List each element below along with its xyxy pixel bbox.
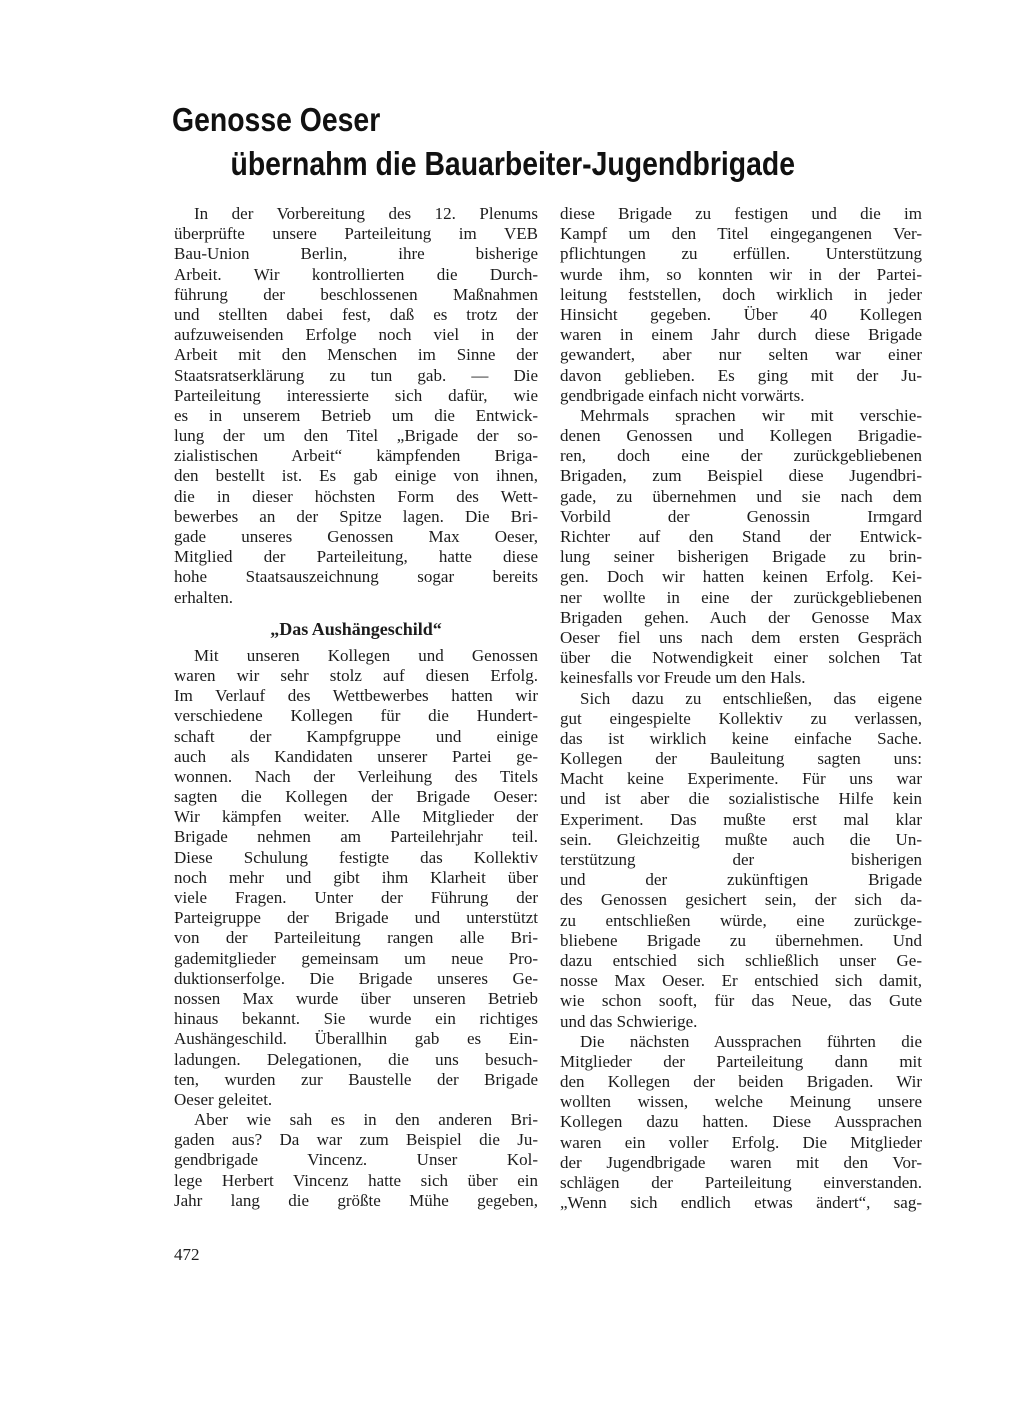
text-line: waren in einem Jahr durch diese Brigade — [560, 325, 922, 345]
text-line: Jahr lang die größte Mühe gegeben, — [174, 1190, 538, 1210]
text-line: keinesfalls vor Freude um den Hals. — [560, 668, 806, 688]
text-line: denen Genossen und Kollegen Brigadie- — [560, 426, 922, 446]
text-line: In der Vorbereitung des 12. Plenums — [194, 204, 538, 223]
text-line: Kampf um den Titel eingegangenen Ver- — [560, 224, 922, 244]
title-line-2: übernahm die Bauarbeiter-Jugendbrigade — [230, 145, 796, 182]
text-line: schaft der Kampfgruppe und einige — [174, 726, 538, 746]
text-line: gewandert, aber nur selten war einer — [560, 345, 922, 365]
text-line: viele Fragen. Unter der Führung der — [174, 888, 538, 907]
text-line: Arbeit. Wir kontrollierten die Durch- — [174, 264, 538, 284]
text-line: und der zukünftigen Brigade — [560, 870, 922, 890]
text-line: Die nächsten Aussprachen führten die — [580, 1031, 922, 1051]
text-line: den bestellt ist. Es gab einige von ihnen, — [174, 466, 538, 486]
text-line: Im Verlauf des Wettbewerbes hatten wir — [174, 686, 538, 706]
text-line: es in unserem Betrieb um die Entwick- — [174, 405, 538, 425]
text-line: gade unseres Genossen Max Oeser, — [174, 527, 538, 546]
text-line: Bau-Union Berlin, ihre bisherige — [174, 244, 538, 264]
text-line: Mehrmals sprachen wir mit verschie- — [580, 405, 922, 425]
text-line: Experiment. Das mußte erst mal klar — [560, 809, 922, 829]
text-line: führung der beschlossenen Maßnahmen — [174, 284, 538, 304]
subheading: „Das Aushängeschild“ — [270, 618, 442, 639]
paragraph — [560, 406, 922, 689]
text-line: waren wir sehr stolz auf diesen Erfolg. — [174, 665, 538, 685]
text-line: die in dieser höchsten Form des Wett- — [174, 486, 538, 506]
page-number: 472 — [174, 1245, 200, 1264]
text-line: Aushängeschild. Überallhin gab es Ein- — [174, 1029, 538, 1049]
text-line: und das Schwierige. — [560, 1011, 698, 1031]
text-line: Brigaden gehen. Auch der Genosse Max — [560, 607, 922, 627]
text-line: des Genossen gesichert sein, der sich da- — [560, 890, 922, 910]
text-line: ner wollte in eine der zurückgebliebenen — [560, 587, 922, 607]
text-line: Hinsicht gegeben. Über 40 Kollegen — [560, 304, 922, 324]
text-line: wollten wissen, welche Meinung unsere — [560, 1092, 922, 1112]
text-line: Mitglieder der Parteileitung dann mit — [560, 1051, 922, 1071]
text-line: Macht keine Experimente. Für uns war — [560, 769, 922, 789]
text-line: verschiedene Kollegen für die Hundert- — [174, 706, 538, 726]
text-line: Mitglied der Parteileitung, hatte diese — [174, 547, 538, 567]
text-line: duktionserfolge. Die Brigade unseres Ge- — [174, 968, 538, 988]
paragraph — [174, 646, 538, 1110]
text-line: von der Parteileitung rangen alle Bri- — [174, 928, 538, 948]
text-line: Aber wie sah es in den anderen Bri- — [194, 1110, 538, 1130]
text-line: der Jugendbrigade waren mit den Vor- — [560, 1152, 922, 1172]
text-line: Parteileitung interessierte sich dafür, wie — [174, 385, 538, 405]
text-line: ren, doch eine der zurückgebliebenen — [560, 446, 922, 466]
title-line-1: Genosse Oeser — [172, 101, 381, 138]
text-line: wurde ihm, so konnten wir in der Partei- — [560, 264, 922, 284]
text-line: überprüfte unsere Parteileitung im VEB — [174, 224, 538, 244]
paragraph — [560, 689, 922, 1032]
text-line: gendbrigade einfach nicht vorwärts. — [560, 385, 805, 405]
text-line: wie schon sooft, für das Neue, das Gute — [560, 991, 922, 1011]
text-line: bliebene Brigade zu übernehmen. Und — [560, 930, 922, 950]
text-line: lung der um den Titel „Brigade der so- — [174, 426, 538, 446]
text-line: dazu entschied sich schließlich unser Ge- — [560, 950, 922, 970]
text-line: Parteigruppe der Brigade und unterstützt — [174, 908, 538, 928]
paragraph — [174, 1110, 538, 1211]
text-line: gaden aus? Da war zum Beispiel die Ju- — [174, 1130, 538, 1150]
text-line: auch als Kandidaten unserer Partei ge- — [174, 746, 538, 766]
text-line: das ist wirklich keine einfache Sache. — [560, 728, 922, 748]
text-line: Kollegen dazu hatten. Diese Aussprachen — [560, 1112, 922, 1132]
text-line: sagten die Kollegen der Brigade Oeser: — [174, 787, 538, 807]
text-line: Richter auf den Stand der Entwick- — [560, 527, 922, 546]
paragraph — [174, 204, 538, 608]
text-line: nossen Max wurde über unseren Betrieb — [174, 988, 538, 1008]
text-line: Sich dazu zu entschließen, das eigene — [580, 688, 922, 708]
text-line: Oeser geleitet. — [174, 1089, 273, 1109]
text-line: hinaus bekannt. Sie wurde ein richtiges — [174, 1009, 538, 1029]
text-line: Staatsratserklärung zu tun gab. — Die — [174, 365, 538, 385]
text-line: „Wenn sich endlich etwas ändert“, sag- — [560, 1193, 922, 1213]
text-line: schlägen der Parteileitung einverstanden. — [560, 1173, 922, 1192]
paragraph — [560, 1032, 922, 1214]
text-line: lege Herbert Vincenz hatte sich über ein — [174, 1170, 538, 1190]
text-line: sein. Gleichzeitig mußte auch die Un- — [560, 829, 922, 849]
text-line: lung seiner bisherigen Brigade zu brin- — [560, 547, 922, 567]
text-line: wonnen. Nach der Verleihung des Titels — [174, 766, 538, 786]
text-line: Wir kämpfen weiter. Alle Mitglieder der — [174, 807, 538, 827]
paragraph — [560, 204, 922, 406]
text-line: gademitglieder gemeinsam um neue Pro- — [174, 948, 538, 968]
text-line: gendbrigade Vincenz. Unser Kol- — [174, 1150, 538, 1170]
text-line: erhalten. — [174, 587, 233, 607]
text-line: und ist aber die sozialistische Hilfe kein — [560, 789, 922, 809]
text-line: zu entschließen würde, eine zurückge- — [560, 910, 922, 930]
text-line: Mit unseren Kollegen und Genossen — [194, 645, 538, 665]
text-line: davon geblieben. Es ging mit der Ju- — [560, 365, 922, 385]
text-line: terstützung der bisherigen — [560, 850, 922, 869]
text-line: waren ein voller Erfolg. Die Mitglieder — [560, 1132, 922, 1152]
text-line: diese Brigade zu festigen und die im — [560, 204, 922, 223]
article-title — [172, 98, 826, 186]
text-line: Arbeit mit den Menschen im Sinne der — [174, 345, 538, 365]
left-column — [174, 204, 538, 1211]
text-line: den Kollegen der beiden Brigaden. Wir — [560, 1072, 922, 1092]
text-line: ladungen. Delegationen, die uns besuch- — [174, 1049, 538, 1069]
text-line: ten, wurden zur Baustelle der Brigade — [174, 1069, 538, 1089]
text-line: gen. Doch wir hatten keinen Erfolg. Kei- — [560, 567, 922, 587]
text-line: Oeser fiel uns nach dem ersten Gespräch — [560, 627, 922, 647]
text-line: aufzuweisenden Erfolge noch viel in der — [174, 325, 538, 345]
text-line: bewerbes an der Spitze lagen. Die Bri- — [174, 506, 538, 526]
text-line: leitung feststellen, doch wirklich in jeder — [560, 284, 922, 304]
text-line: Brigade nehmen am Parteilehrjahr teil. — [174, 827, 538, 847]
text-line: und stellten dabei fest, daß es trotz der — [174, 304, 538, 324]
text-line: Diese Schulung festigte das Kollektiv — [174, 847, 538, 867]
right-column — [560, 204, 922, 1213]
text-line: Vorbild der Genossin Irmgard — [560, 506, 922, 526]
text-line: pflichtungen zu erfüllen. Unterstützung — [560, 244, 922, 264]
text-line: hohe Staatsauszeichnung sogar bereits — [174, 567, 538, 587]
text-line: gade, zu übernehmen und sie nach dem — [560, 486, 922, 506]
text-line: nosse Max Oeser. Er entschied sich damit, — [560, 971, 922, 991]
text-line: Brigaden, zum Beispiel diese Jugendbri- — [560, 466, 922, 486]
text-line: Kollegen der Bauleitung sagten uns: — [560, 749, 922, 769]
text-line: über die Notwendigkeit einer solchen Tat — [560, 648, 922, 668]
text-line: gut eingespielte Kollektiv zu verlassen, — [560, 708, 922, 728]
text-line: zialistischen Arbeit“ kämpfenden Briga- — [174, 446, 538, 466]
text-line: noch mehr und gibt ihm Klarheit über — [174, 867, 538, 887]
